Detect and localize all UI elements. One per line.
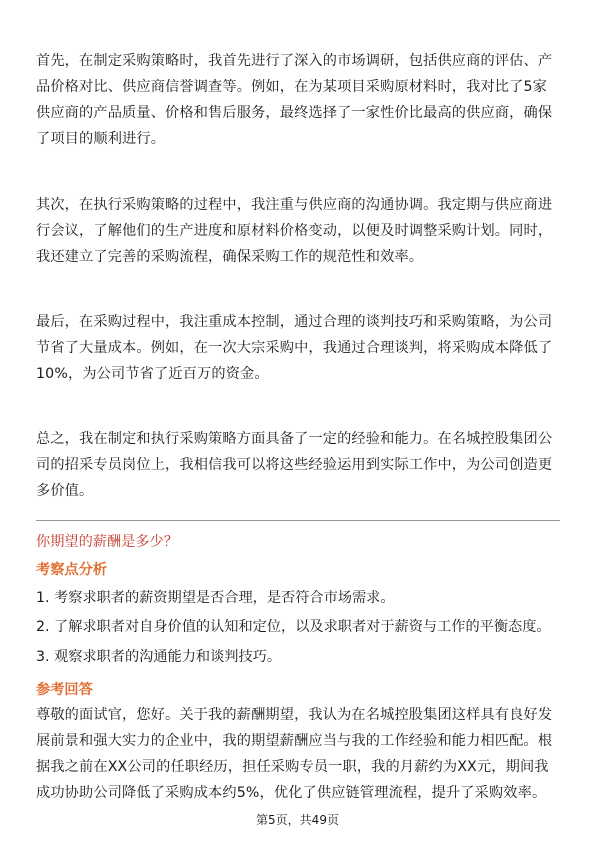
answer-heading: 参考回答 (36, 682, 93, 698)
paragraph-communication: 其次，在执行采购策略的过程中，我注重与供应商的沟通协调。我定期与供应商进行会议，了解他们的生产进度和原材料价格变动，以便及时调整采购计划。同时，我还建立了完善的采购流程，确保采购工作的规范性和效率。 (36, 197, 553, 265)
analysis-heading: 考察点分析 (36, 562, 107, 578)
page-number-footer: 第5页，共49页 (256, 813, 339, 827)
section-divider (36, 520, 560, 521)
paragraph-cost-control: 最后，在采购过程中，我注重成本控制，通过合理的谈判技巧和采购策略，为公司节省了大量成本。例如，在一次大宗采购中，我通过合理谈判，将采购成本降低了10%，为公司节省了近百万的资金。 (36, 314, 553, 382)
answer-paragraph: 尊敬的面试官，您好。关于我的薪酬期望，我认为在名城控股集团这样具有良好发展前景和强大实力的企业中，我的期望薪酬应当与我的工作经验和能力相匹配。根据我之前在XX公司的任职经历，担任采购专员一职，我的月薪约为XX元，期间我成功协助公司降低了采购成本约5%，优化了供应链管理流程，提升了采购效率。 (36, 707, 553, 801)
paragraph-summary: 总之，我在制定和执行采购策略方面具备了一定的经验和能力。在名城控股集团公司的招采专员岗位上，我相信我可以将这些经验运用到实际工作中，为公司创造更多价值。 (36, 431, 553, 499)
analysis-item: 1. 考察求职者的薪资期望是否合理，是否符合市场需求。 (36, 590, 395, 606)
paragraph-research: 首先，在制定采购策略时，我首先进行了深入的市场调研，包括供应商的评估、产品价格对比、供应商信誉调查等。例如，在为某项目采购原材料时，我对比了5家供应商的产品质量、价格和售后服务，最终选择了一家性价比最高的供应商，确保了项目的顺利进行。 (36, 53, 553, 147)
interview-question: 你期望的薪酬是多少？ (36, 534, 178, 550)
analysis-item: 2. 了解求职者对自身价值的认知和定位，以及求职者对于薪资与工作的平衡态度。 (36, 619, 551, 635)
analysis-item: 3. 观察求职者的沟通能力和谈判技巧。 (36, 649, 282, 665)
